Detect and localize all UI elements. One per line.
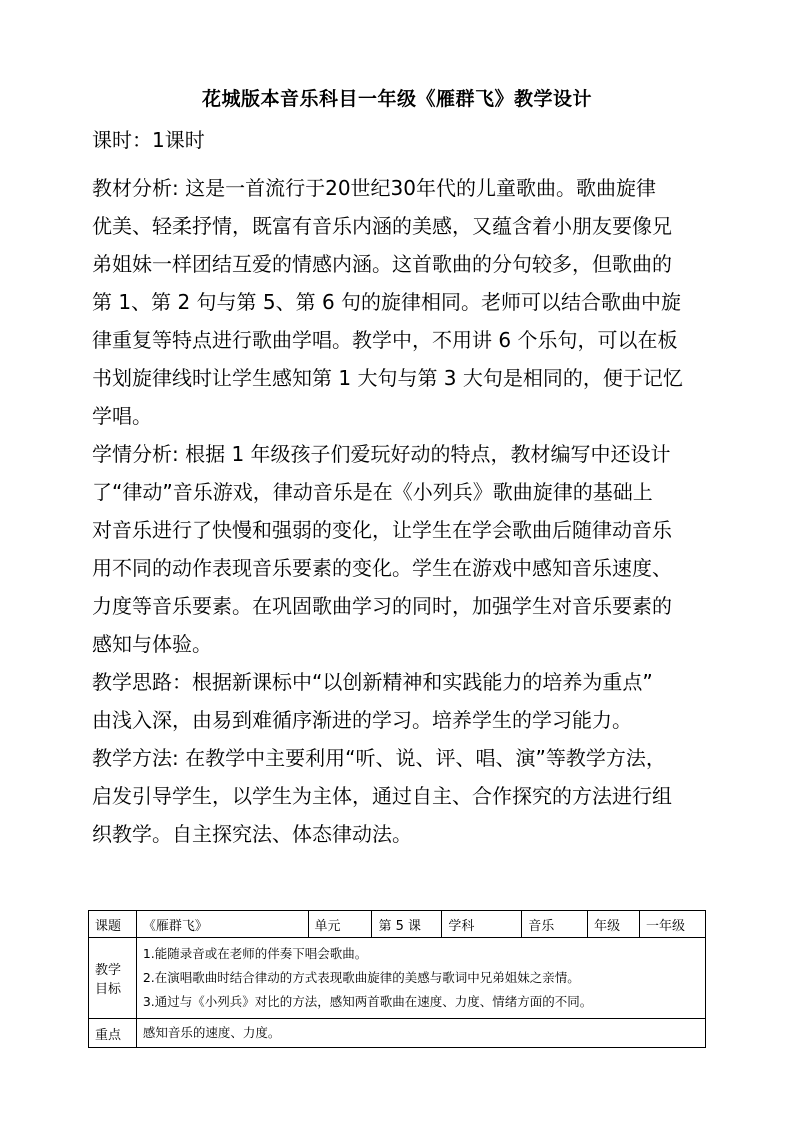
student-analysis-line: 力度等音乐要素。在巩固歌曲学习的同时，加强学生对音乐要素的 [92, 594, 672, 618]
teaching-idea-line: 教学思路：根据新课标中“以创新精神和实践能力的培养为重点” [92, 670, 653, 694]
teaching-method-line: 启发引导学生，以学生为主体，通过自主、合作探究的方法进行组 [92, 784, 672, 808]
student-analysis-line: 学情分析: 根据 1 年级孩子们爱玩好动的特点，教材编写中还设计 [92, 442, 671, 466]
key-point-label: 重点 [89, 1019, 137, 1048]
document-title: 花城版本音乐科目一年级《雁群飞》教学设计 [201, 88, 592, 110]
grade-value: 一年级 [640, 911, 706, 938]
teaching-method-line: 教学方法: 在教学中主要利用“听、说、评、唱、演”等教学方法， [92, 746, 666, 770]
topic-value: 《雁群飞》 [136, 911, 308, 938]
teaching-method-line: 织教学。自主探究法、体态律动法。 [92, 822, 412, 846]
document-body [92, 122, 704, 853]
table-row [89, 1019, 706, 1048]
student-analysis-line: 感知与体验。 [92, 632, 212, 656]
class-hours-line: 课时：1课时 [92, 128, 205, 152]
table-row [89, 938, 706, 1019]
subject-label: 学科 [442, 911, 522, 938]
grade-label: 年级 [588, 911, 640, 938]
topic-label: 课题 [89, 911, 137, 938]
textbook-analysis-line: 学唱。 [92, 404, 152, 428]
student-analysis-line: 了“律动”音乐游戏，律动音乐是在《小列兵》歌曲旋律的基础上 [92, 480, 653, 504]
student-analysis-line: 对音乐进行了快慢和强弱的变化，让学生在学会歌曲后随律动音乐 [92, 518, 672, 542]
textbook-analysis-line: 教材分析: 这是一首流行于20世纪30年代的儿童歌曲。歌曲旋律 [92, 176, 656, 200]
textbook-analysis-line: 律重复等特点进行歌曲学唱。教学中，不用讲 6 个乐句，可以在板 [92, 328, 678, 352]
textbook-analysis-line: 第 1、第 2 句与第 5、第 6 句的旋律相同。老师可以结合歌曲中旋 [92, 290, 682, 314]
key-point-value: 感知音乐的速度、力度。 [136, 1019, 705, 1048]
subject-value: 音乐 [522, 911, 588, 938]
textbook-analysis-line: 优美、轻柔抒情，既富有音乐内涵的美感，又蕴含着小朋友要像兄 [92, 214, 672, 238]
objectives-label-line: 教学 [95, 963, 122, 978]
objectives-cell [136, 938, 705, 1019]
lesson-info-table [88, 910, 706, 1048]
teaching-idea-line: 由浅入深，由易到难循序渐进的学习。培养学生的学习能力。 [92, 708, 632, 732]
objectives-label-line: 目标 [95, 982, 122, 997]
textbook-analysis-line: 书划旋律线时让学生感知第 1 大句与第 3 大句是相同的，便于记忆 [92, 366, 683, 390]
objective-item: 2.在演唱歌曲时结合律动的方式表现歌曲旋律的美感与歌词中兄弟姐妹之亲情。 [142, 970, 580, 985]
objective-item: 3.通过与《小列兵》对比的方法，感知两首歌曲在速度、力度、情绪方面的不同。 [142, 994, 593, 1009]
table-row [89, 911, 706, 938]
unit-label: 单元 [308, 911, 372, 938]
objectives-label [89, 938, 137, 1019]
unit-value: 第 5 课 [372, 911, 442, 938]
objective-item: 1.能随录音或在老师的伴奏下唱会歌曲。 [142, 946, 368, 961]
textbook-analysis-line: 弟姐妹一样团结互爱的情感内涵。这首歌曲的分句较多，但歌曲的 [92, 252, 672, 276]
student-analysis-line: 用不同的动作表现音乐要素的变化。学生在游戏中感知音乐速度、 [92, 556, 672, 580]
